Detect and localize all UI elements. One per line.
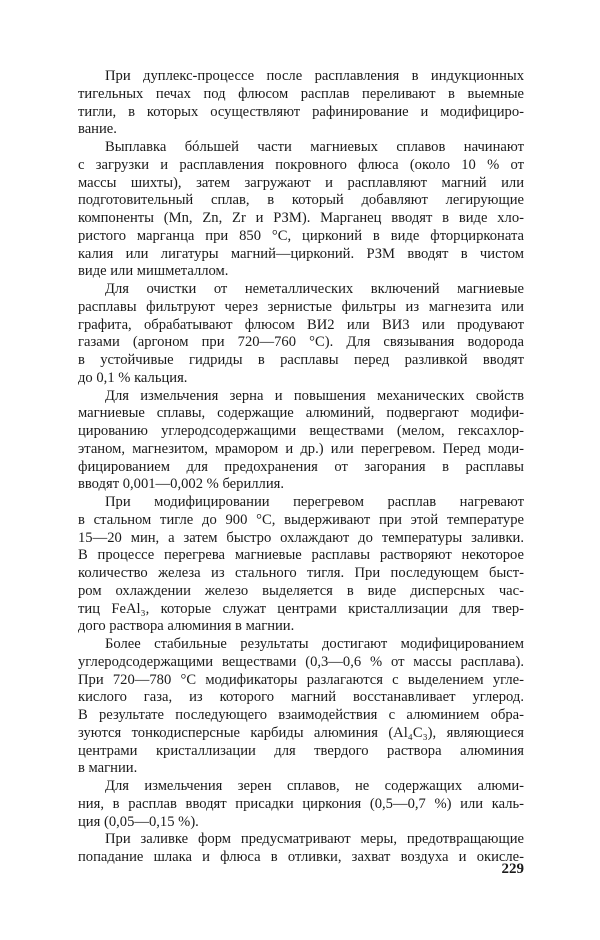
text-line: тигли, в которых осуществляют рафинирование и модифициро-	[78, 103, 524, 120]
text-line: калия или лигатуры магний—цирконий. РЗМ вводят в чистом	[78, 245, 524, 262]
text-line: этаном, магнезитом, мрамором и др.) или перегревом. Перед моди-	[78, 440, 524, 457]
text-line: Для измельчения зерна и повышения механических свойств	[105, 387, 524, 404]
text-line: тиц FeAl₃, которые служат центрами кристаллизации для твер-	[78, 600, 524, 617]
text-line: углеродсодержащими веществами (0,3—0,6 % от массы расплава).	[78, 653, 524, 670]
paragraph	[78, 778, 524, 831]
text-line: расплавы фильтруют через зернистые фильтры из магнезита или	[78, 298, 524, 315]
page-body	[78, 68, 524, 867]
text-line: в устойчивые гидриды в расплавы перед разливкой вводят	[78, 352, 524, 368]
text-line: ром охлаждении железо выделяется в виде дисперсных час-	[78, 582, 524, 599]
text-line: в магнии.	[78, 760, 138, 777]
text-line: вводят 0,001—0,002 % бериллия.	[78, 476, 284, 493]
text-line: 15—20 мин, а затем быстро охлаждают до температуры заливки.	[78, 529, 524, 546]
text-line: количество железа из стального тигля. При последующем быст-	[78, 565, 524, 581]
text-line: в стальном тигле до 900 °С, выдерживают при этой температуре	[78, 511, 524, 528]
text-line: тигельных печах под флюсом расплав переливают в выемные	[78, 85, 524, 102]
text-line: с загрузки и расплавления покровного флюса (около 10 % от	[78, 156, 524, 173]
text-line: газами (аргоном при 720—760 °С). Для связывания водорода	[78, 334, 524, 351]
text-line: Для очистки от неметаллических включений магниевые	[105, 281, 524, 297]
text-line: зуются тонкодисперсные карбиды алюминия (Al₄C₃), являющиеся	[78, 724, 524, 741]
text-line: до 0,1 % кальция.	[78, 369, 188, 386]
text-line: В результате последующего взаимодействия с алюминием обра-	[78, 707, 524, 723]
text-line: Для измельчения зерен сплавов, не содержащих алюми-	[105, 778, 524, 794]
paragraph	[78, 281, 524, 388]
text-line: центрами кристаллизации для твердого раствора алюминия	[78, 742, 524, 759]
text-line: фицированием для предохранения от загорания в расплавы	[78, 458, 524, 475]
paragraph	[78, 831, 524, 867]
paragraph	[78, 494, 524, 636]
text-line: ристого марганца при 850 °С, цирконий в виде фторцирконата	[78, 227, 524, 244]
text-line: Выплавка бóльшей части магниевых сплавов начинают	[105, 139, 524, 155]
text-line: вание.	[78, 121, 117, 138]
text-line: виде или мишметаллом.	[78, 263, 229, 280]
text-line: При дуплекс-процессе после расплавления в индукционных	[105, 68, 524, 84]
text-line: Более стабильные результаты достигают модифицированием	[105, 636, 524, 652]
text-line: компоненты (Mn, Zn, Zr и РЗМ). Марганец вводят в виде хло-	[78, 210, 524, 226]
paragraph	[78, 388, 524, 495]
text-line: дого раствора алюминия в магнии.	[78, 618, 295, 635]
text-line: цированию углеродсодержащими веществами (мелом, гексахлор-	[78, 423, 524, 439]
text-line: ния, в расплав вводят присадки циркония (0,5—0,7 %) или каль-	[78, 795, 524, 812]
text-line: массы шихты), затем загружают и расплавляют магний или	[78, 174, 524, 191]
text-line: При модифицировании перегревом расплав нагревают	[105, 494, 524, 510]
text-line: ция (0,05—0,15 %).	[78, 813, 199, 830]
text-line: подготовительный сплав, в который добавляют легирующие	[78, 192, 524, 209]
page-number: 229	[501, 861, 524, 877]
paragraph	[78, 139, 524, 281]
text-line: При заливке форм предусматривают меры, предотвращающие	[105, 831, 524, 848]
paragraph	[78, 636, 524, 778]
text-line: кислого газа, из которого магний восстанавливает углерод.	[78, 689, 524, 706]
paragraph	[78, 68, 524, 139]
text-line: В процессе перегрева магниевые расплавы растворяют некоторое	[78, 547, 524, 564]
text-line: При 720—780 °С модификаторы разлагаются с выделением угле-	[78, 671, 524, 688]
text-line: магниевые сплавы, содержащие алюминий, подвергают модифи-	[78, 405, 524, 422]
text-line: графита, обрабатывают флюсом ВИ2 или ВИ3 или продувают	[78, 316, 524, 333]
text-line: попадание шлака и флюса в отливки, захват воздуха и окисле-	[78, 849, 524, 865]
